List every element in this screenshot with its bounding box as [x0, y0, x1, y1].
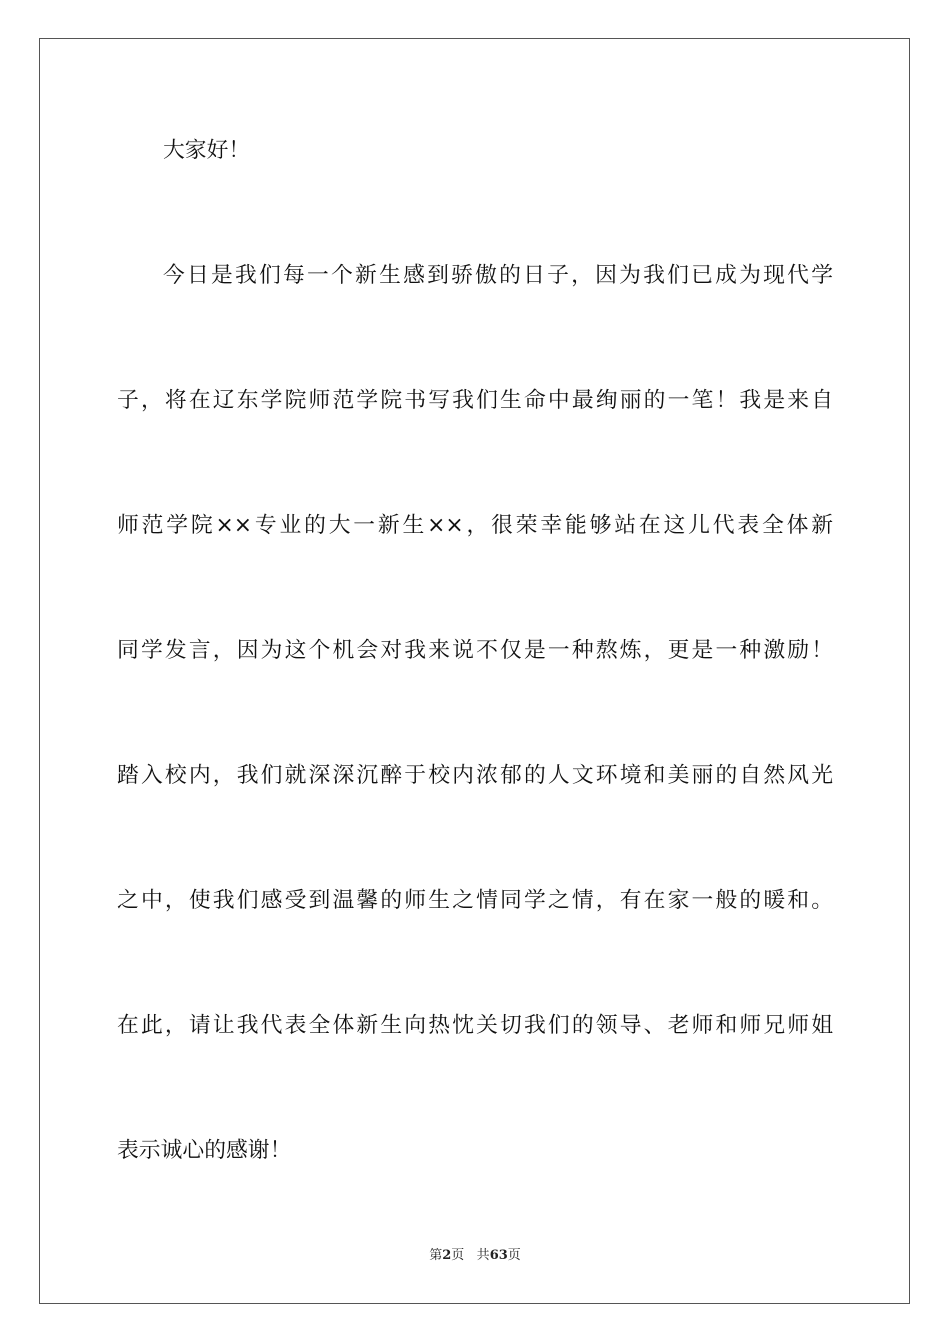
page-label-prefix: 第 — [429, 1248, 443, 1263]
paragraph-line: 子，将在辽东学院师范学院书写我们生命中最绚丽的一笔！我是来自 — [117, 388, 833, 413]
paragraph-line: 在此，请让我代表全体新生向热忱关切我们的领导、老师和师兄师姐 — [117, 1013, 833, 1038]
total-label-prefix: 共 — [476, 1248, 490, 1263]
page-total: 63 — [489, 1248, 508, 1263]
paragraph-line: 踏入校内，我们就深深沉醉于校内浓郁的人文环境和美丽的自然风光 — [117, 763, 833, 788]
page-current: 2 — [442, 1248, 452, 1263]
greeting-line: 大家好！ — [163, 138, 251, 163]
page-footer — [0, 1247, 950, 1265]
paragraph-line: 之中，使我们感受到温馨的师生之情同学之情，有在家一般的暖和。 — [117, 888, 833, 913]
paragraph-line: 表示诚心的感谢！ — [117, 1138, 292, 1163]
page-border — [39, 38, 910, 1304]
page-label-suffix: 页 — [451, 1248, 465, 1263]
paragraph-line: 师范学院××专业的大一新生××，很荣幸能够站在这儿代表全体新 — [117, 513, 833, 538]
paragraph-line: 今日是我们每一个新生感到骄傲的日子，因为我们已成为现代学 — [163, 263, 833, 288]
paragraph-line: 同学发言，因为这个机会对我来说不仅是一种熬炼，更是一种激励！ — [117, 638, 833, 663]
total-label-suffix: 页 — [507, 1248, 521, 1263]
